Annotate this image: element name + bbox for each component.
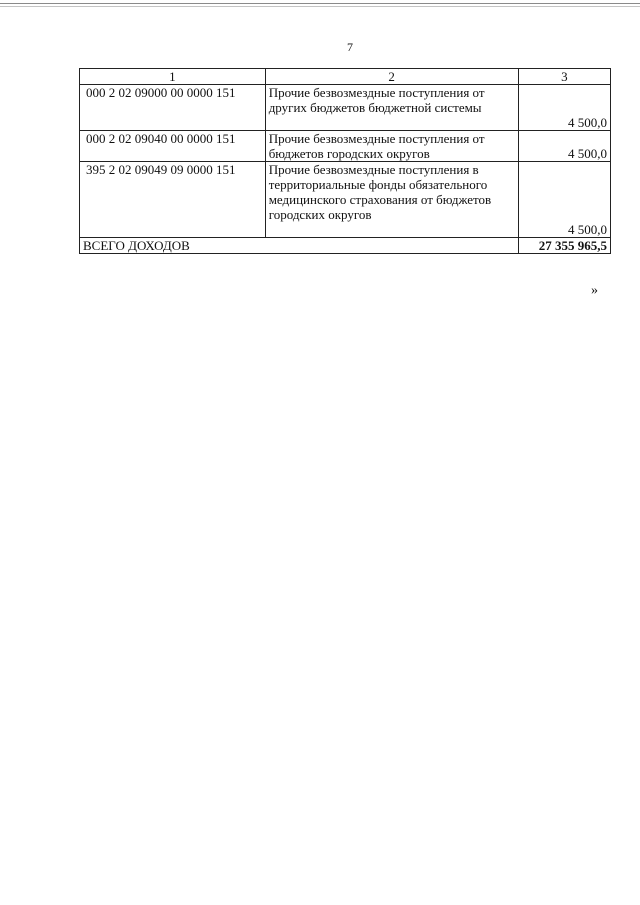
revenue-code: 395 2 02 09049 09 0000 151 (80, 162, 266, 238)
closing-quote-mark: » (591, 283, 598, 298)
revenue-amount: 4 500,0 (518, 85, 610, 131)
revenue-name: Прочие безвозмездные поступления в территориальные фонды обязательного медицинского страхования от бюджетов городских округов (265, 162, 518, 238)
total-row (80, 238, 611, 254)
header-cell-2: 2 (265, 69, 518, 85)
total-label: ВСЕГО ДОХОДОВ (80, 238, 519, 254)
revenue-name: Прочие безвозмездные поступления от других бюджетов бюджетной системы (265, 85, 518, 131)
page-number: 7 (347, 40, 353, 54)
scan-edge-line (0, 3, 640, 4)
revenue-name: Прочие безвозмездные поступления от бюджетов городских округов (265, 131, 518, 162)
table-row (80, 85, 611, 131)
table-header-row (80, 69, 611, 85)
revenue-amount: 4 500,0 (518, 131, 610, 162)
revenue-table (79, 68, 611, 254)
revenue-amount: 4 500,0 (518, 162, 610, 238)
total-amount: 27 355 965,5 (518, 238, 610, 254)
table-row (80, 162, 611, 238)
header-cell-3: 3 (518, 69, 610, 85)
revenue-code: 000 2 02 09000 00 0000 151 (80, 85, 266, 131)
revenue-code: 000 2 02 09040 00 0000 151 (80, 131, 266, 162)
table-row (80, 131, 611, 162)
header-cell-1: 1 (80, 69, 266, 85)
scan-edge-line-secondary (0, 6, 640, 7)
